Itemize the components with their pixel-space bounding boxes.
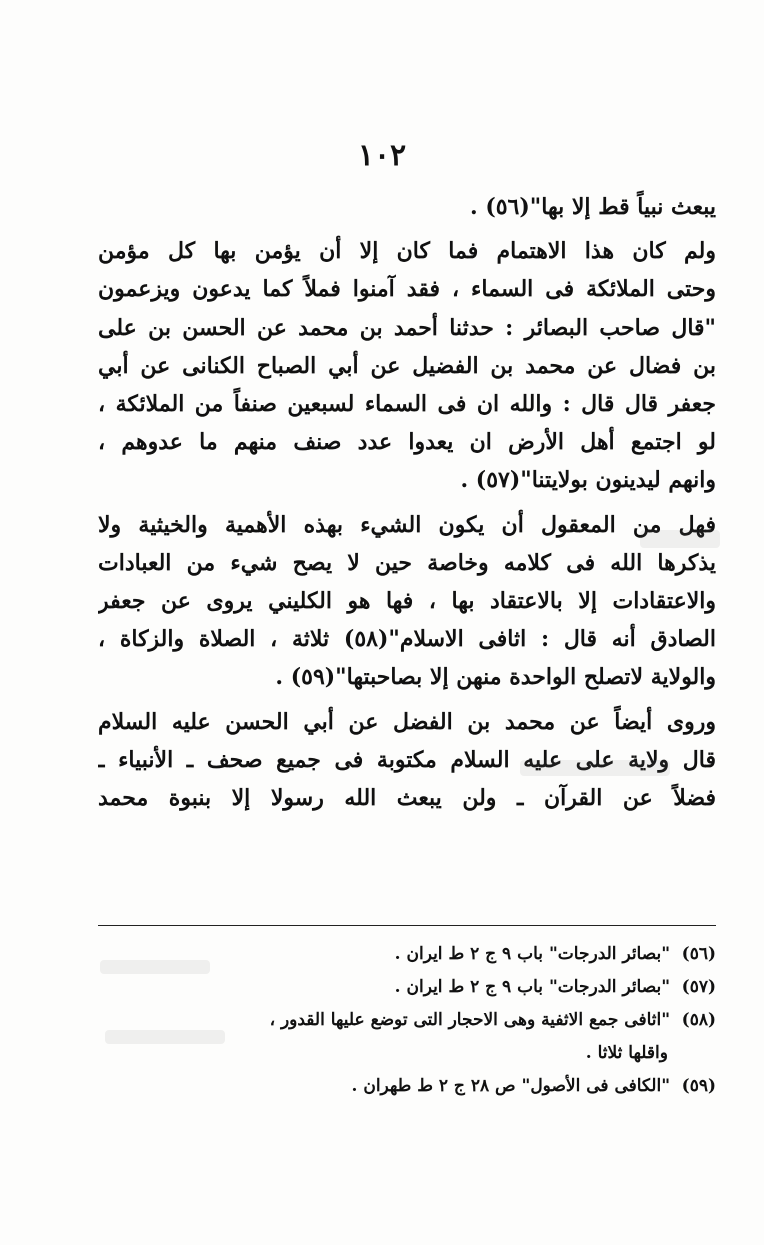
text-line: والاعتقادات إلا بالاعتقاد بها ، فها هو الكليني يروى عن جعفر <box>98 588 716 615</box>
text-line: قال ولاية على عليه السلام مكتوبة فى جميع صحف ـ الأنبياء ـ <box>98 746 716 773</box>
text-line: ولم كان هذا الاهتمام فما كان إلا أن يؤمن بها كل مؤمن <box>98 238 716 265</box>
paragraph <box>98 188 716 226</box>
text-line: وحتى الملائكة فى السماء ، فقد آمنوا فملاً كما يدعون ويزعمون <box>98 276 716 303</box>
text-line: لو اجتمع أهل الأرض ان يعدوا عدد صنف منهم ما عدوهم ، <box>98 429 716 456</box>
scan-smudge <box>105 1030 225 1044</box>
scan-smudge <box>100 960 210 974</box>
footnote-separator <box>98 925 716 926</box>
text-line: الصادق أنه قال : اثافى الاسلام"(٥٨) ثلاثة ، الصلاة والزكاة ، <box>98 626 716 653</box>
footnote-number: (٥٦) <box>681 944 716 964</box>
text-line: والولاية لاتصلح الواحدة منهن إلا بصاحبتها"(٥٩) . <box>275 664 716 691</box>
footnote <box>98 971 716 1004</box>
text-line: فضلاً عن القرآن ـ ولن يبعث الله رسولا إلا بنبوة محمد <box>98 785 716 812</box>
page-number: ١٠٢ <box>357 138 407 173</box>
footnote-number: (٥٨) <box>681 1010 716 1030</box>
main-text <box>98 188 716 817</box>
footnote-text: "اثافى جمع الاثفية وهى الاحجار التى توضع عليها القدور ، <box>269 1010 671 1030</box>
footnote-text: "بصائر الدرجات" باب ٩ ج ٢ ط ايران . <box>394 944 671 964</box>
paragraph <box>98 506 716 697</box>
footnote-number: (٥٧) <box>681 977 716 997</box>
scan-smudge <box>520 760 670 776</box>
footnote-continuation: واقلها ثلاثا . <box>585 1043 668 1063</box>
footnote-number: (٥٩) <box>681 1076 716 1096</box>
text-line: وروى أيضاً عن محمد بن الفضل عن أبي الحسن عليه السلام <box>98 708 716 735</box>
text-line: يذكرها الله فى كلامه وخاصة حين لا يصح شيء من العبادات <box>98 549 716 576</box>
text-line: فهل من المعقول أن يكون الشيء بهذه الأهمية والخيثية ولا <box>98 511 716 538</box>
footnote <box>98 1070 716 1103</box>
text-line: وانهم ليدينون بولايتنا"(٥٧) . <box>460 467 716 494</box>
footnote-text: "الكافى فى الأصول" ص ٢٨ ج ٢ ط طهران . <box>351 1076 671 1096</box>
text-line: بن فضال عن محمد بن الفضيل عن أبي الصباح الكنانى عن أبي <box>98 352 716 379</box>
paragraph <box>98 232 716 499</box>
text-line: "قال صاحب البصائر : حدثنا أحمد بن محمد عن الحسن بن على <box>98 314 716 341</box>
footnote-text: "بصائر الدرجات" باب ٩ ج ٢ ط ايران . <box>394 977 671 997</box>
text-line: يبعث نبياً قط إلا بها"(٥٦) . <box>470 194 716 220</box>
text-line: جعفر قال قال : والله ان فى السماء لسبعين صنفاً من الملائكة ، <box>98 391 716 418</box>
scan-smudge <box>640 530 720 548</box>
